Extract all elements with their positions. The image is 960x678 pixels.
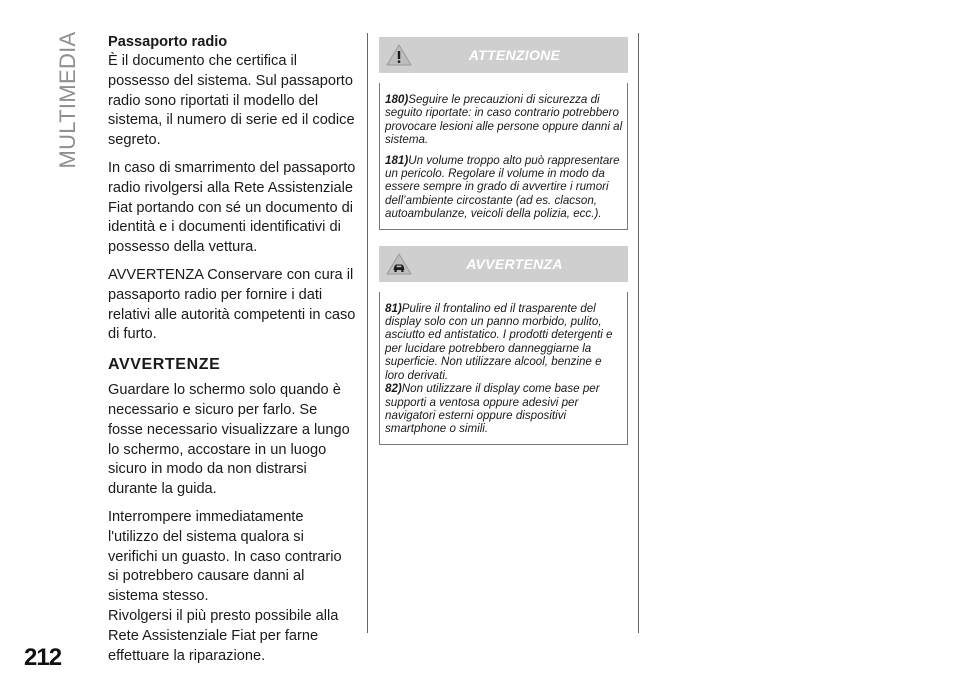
column-divider (638, 33, 639, 633)
section-label (57, 30, 79, 170)
avvertenza-title: AVVERTENZA (466, 255, 563, 272)
attenzione-header (379, 37, 628, 73)
paragraph: AVVERTENZA Conservare con cura il passaporto radio per fornire i dati relativi alle autorità competenti in caso di furto. (108, 266, 356, 343)
note-181 (385, 154, 623, 221)
section-label-text: MULTIMEDIA (55, 31, 80, 169)
note-81 (385, 302, 623, 382)
note-text: Seguire le precauzioni di sicurezza di seguito riportate: in caso contrario potrebbero provocare lesioni alle persone oppure danni al sistema. (385, 93, 623, 147)
note-82 (385, 382, 623, 436)
warning-triangle-icon (385, 43, 413, 67)
note-number: 81) (385, 301, 402, 315)
paragraph: Interrompere immediatamente l'utilizzo del sistema qualora si verifichi un guasto. In caso contrario si potrebbero causare danni al sistema stesso. (108, 508, 342, 605)
heading-avvertenze: AVVERTENZE (108, 356, 221, 374)
paragraph: Rivolgersi il più presto possibile alla Rete Assistenziale Fiat per farne effettuare la riparazione. (108, 607, 339, 664)
paragraph: Guardare lo schermo solo quando è necessario e sicuro per farlo. Se fosse necessario visualizzare a lungo lo schermo, accostare in un luogo sicuro in modo da non distrarsi durante la guida. (108, 382, 350, 498)
avvertenza-header (379, 246, 628, 282)
note-text: Un volume troppo alto può rappresentare un pericolo. Regolare il volume in modo da essere sempre in grado di avvertire i rumori dell’ambiente circostante (ad es. clacson, autoambulanze, veicoli della polizia, ecc.). (385, 153, 620, 221)
heading-passaporto-radio: Passaporto radio (108, 34, 228, 50)
paragraph: È il documento che certifica il possesso del sistema. Sul passaporto radio sono riportati il modello del sistema, il numero di serie ed il codice segreto. (108, 53, 355, 149)
right-column (379, 37, 628, 445)
paragraph: In caso di smarrimento del passaporto radio rivolgersi alla Rete Assistenziale Fiat portando con sé un documento di identità e i documenti identificativi di possesso della vettura. (108, 159, 356, 256)
car-triangle-icon (385, 252, 413, 276)
column-divider (367, 33, 368, 633)
note-number: 82) (385, 382, 402, 396)
avvertenza-box (379, 246, 628, 445)
note-180 (385, 93, 623, 147)
attenzione-body (379, 83, 628, 230)
avvertenza-body (379, 292, 628, 445)
note-text: Pulire il frontalino ed il trasparente del display solo con un panno morbido, pulito, asciutto ed antistatico. I prodotti detergenti e per lucidare potrebbero danneggiarne la superficie. Non utilizzare alcool, benzine e loro derivati. (385, 301, 613, 382)
note-number: 181) (385, 153, 409, 167)
attenzione-title: ATTENZIONE (468, 47, 561, 63)
note-number: 180) (385, 93, 409, 106)
note-text: Non utilizzare il display come base per supporti a ventosa oppure adesivi per navigatori esterni oppure dispositivi smartphone o simili. (385, 382, 600, 436)
left-column (108, 33, 356, 674)
spacer (379, 230, 628, 246)
attenzione-box (379, 37, 628, 230)
page-number: 212 (24, 644, 62, 671)
